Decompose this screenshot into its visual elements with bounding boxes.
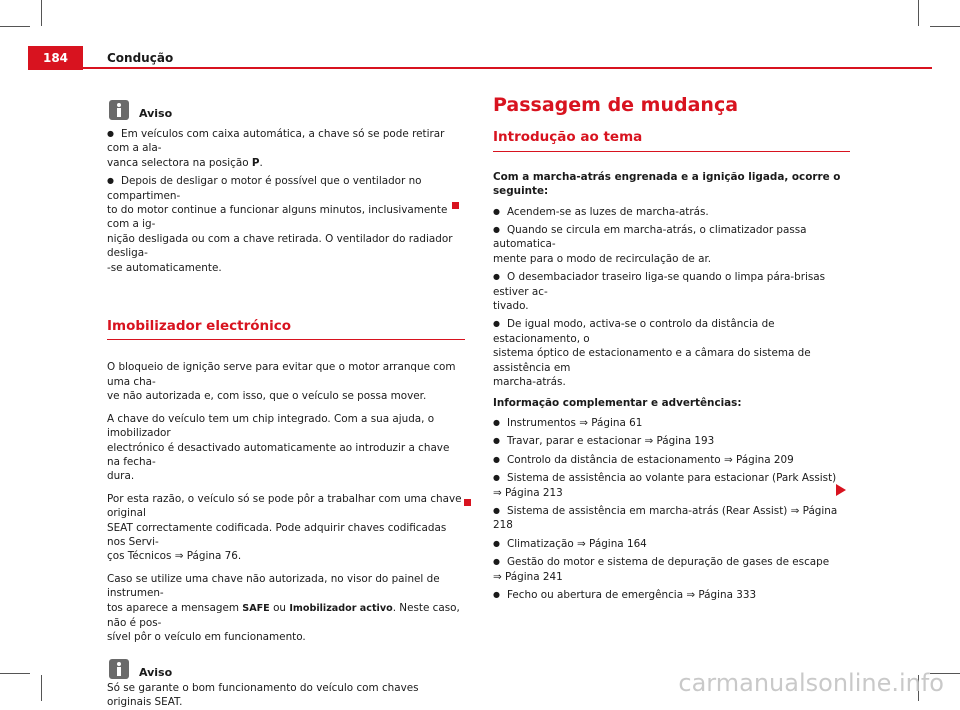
crop-mark	[41, 675, 42, 701]
bullet-icon: ●	[493, 557, 500, 567]
bullet-icon: ●	[493, 272, 500, 282]
list-item: ● Gestão do motor e sistema de depuração de gases de escape ⇒ Página 241	[493, 556, 830, 583]
section-end-marker	[452, 202, 459, 209]
list-item: ● Quando se circula em marcha-atrás, o climatizador passa automatica- mente para o modo de recirculação de ar.	[493, 224, 807, 265]
section-title-intro: Introdução ao tema	[493, 130, 850, 151]
bullet-icon: ●	[107, 176, 114, 186]
list-item: ● Depois de desligar o motor é possível que o ventilador no compartimen- to do motor continue a funcionar alguns minutos, inclusivamente com a ig- nição desligada ou com a chave retirada. O ventilador do radiador desliga- -se automaticamente.	[107, 175, 453, 274]
selector-position: P	[251, 156, 260, 169]
crop-mark	[930, 26, 960, 27]
list-item: ● Sistema de assistência em marcha-atrás (Rear Assist) ⇒ Página 218	[493, 504, 838, 532]
list-item: ● Sistema de assistência ao volante para estacionar (Park Assist) ⇒ Página 213	[493, 472, 837, 499]
section-end-marker	[464, 499, 471, 506]
info-heading: Informação complementar e advertências:	[493, 396, 742, 409]
notice-heading	[107, 657, 465, 681]
bullet-icon: ●	[493, 436, 500, 446]
right-column	[493, 94, 850, 606]
bullet-icon: ●	[493, 589, 500, 599]
left-column	[107, 98, 465, 710]
cross-reference-list	[493, 416, 850, 602]
bullet-icon: ●	[493, 538, 500, 548]
info-icon	[109, 100, 129, 120]
bullet-icon: ●	[493, 319, 500, 329]
list-item: ● O desembaciador traseiro liga-se quando o limpa pára-brisas estiver ac- tivado.	[493, 271, 826, 313]
paragraph: A chave do veículo tem um chip integrado. Com a sua ajuda, o imobilizador electrónico é desactivado automaticamente ao introduzir a chave na fecha- dura.	[107, 412, 450, 483]
crop-mark	[41, 0, 42, 26]
bullet-icon: ●	[493, 505, 500, 515]
notice-title: Aviso	[139, 106, 173, 120]
bullet-icon: ●	[493, 454, 500, 464]
watermark: carmanualsonline.info	[678, 669, 944, 697]
bullet-icon: ●	[493, 206, 500, 216]
crop-mark	[0, 26, 30, 27]
bullet-icon: ●	[493, 417, 500, 427]
header-rule	[83, 67, 932, 69]
section-title-immobilizer: Imobilizador electrónico	[107, 319, 465, 340]
bullet-icon: ●	[493, 473, 500, 483]
notice-heading	[107, 98, 465, 122]
page-number: 184	[28, 46, 83, 70]
notice-title: Aviso	[139, 665, 173, 679]
list-item: ● Instrumentos ⇒ Página 61	[493, 416, 643, 429]
display-message-immobilizer: Imobilizador activo	[289, 602, 393, 614]
paragraph: O bloqueio de ignição serve para evitar que o motor arranque com uma cha- ve não autorizada e, com isso, que o veículo se possa mover.	[107, 361, 456, 403]
list-item: ● Fecho ou abertura de emergência ⇒ Página 333	[493, 588, 757, 601]
crop-mark	[918, 0, 919, 26]
lead-paragraph: Com a marcha-atrás engrenada e a ignição ligada, ocorre o seguinte:	[493, 170, 841, 198]
paragraph: Caso se utilize uma chave não autorizada, no visor do painel de instrumen- tos aparece a mensagem SAFE ou Imobilizador activo. Neste caso, não é pos- sível pôr o veículo em funcionamento.	[107, 572, 460, 644]
list-item: ● Acendem-se as luzes de marcha-atrás.	[493, 205, 709, 218]
reverse-gear-effects-list	[493, 205, 850, 390]
list-item: ● Travar, parar e estacionar ⇒ Página 193	[493, 435, 715, 448]
continue-arrow-icon	[836, 484, 846, 496]
notice-text: Só se garante o bom funcionamento do veículo com chaves originais SEAT.	[107, 681, 419, 709]
list-item: ● De igual modo, activa-se o controlo da distância de estacionamento, o sistema óptico de estacionamento e a câmara do sistema de assistência em marcha-atrás.	[493, 318, 811, 389]
info-icon	[109, 659, 129, 679]
list-item: ● Controlo da distância de estacionamento ⇒ Página 209	[493, 453, 794, 466]
display-message-safe: SAFE	[242, 602, 270, 614]
bullet-icon: ●	[493, 225, 500, 235]
list-item: ● Em veículos com caixa automática, a chave só se pode retirar com a ala- vanca selectora na posição P.	[107, 128, 445, 169]
list-item: ● Climatização ⇒ Página 164	[493, 537, 647, 550]
paragraph: Por esta razão, o veículo só se pode pôr a trabalhar com uma chave original SEAT correctamente codificada. Pode adquirir chaves codificadas nos Servi- ços Técnicos ⇒ Página 76.	[107, 492, 462, 563]
bullet-icon: ●	[107, 129, 114, 138]
running-section-title: Condução	[107, 51, 174, 65]
chapter-title: Passagem de mudança	[493, 94, 739, 116]
crop-mark	[0, 673, 30, 674]
